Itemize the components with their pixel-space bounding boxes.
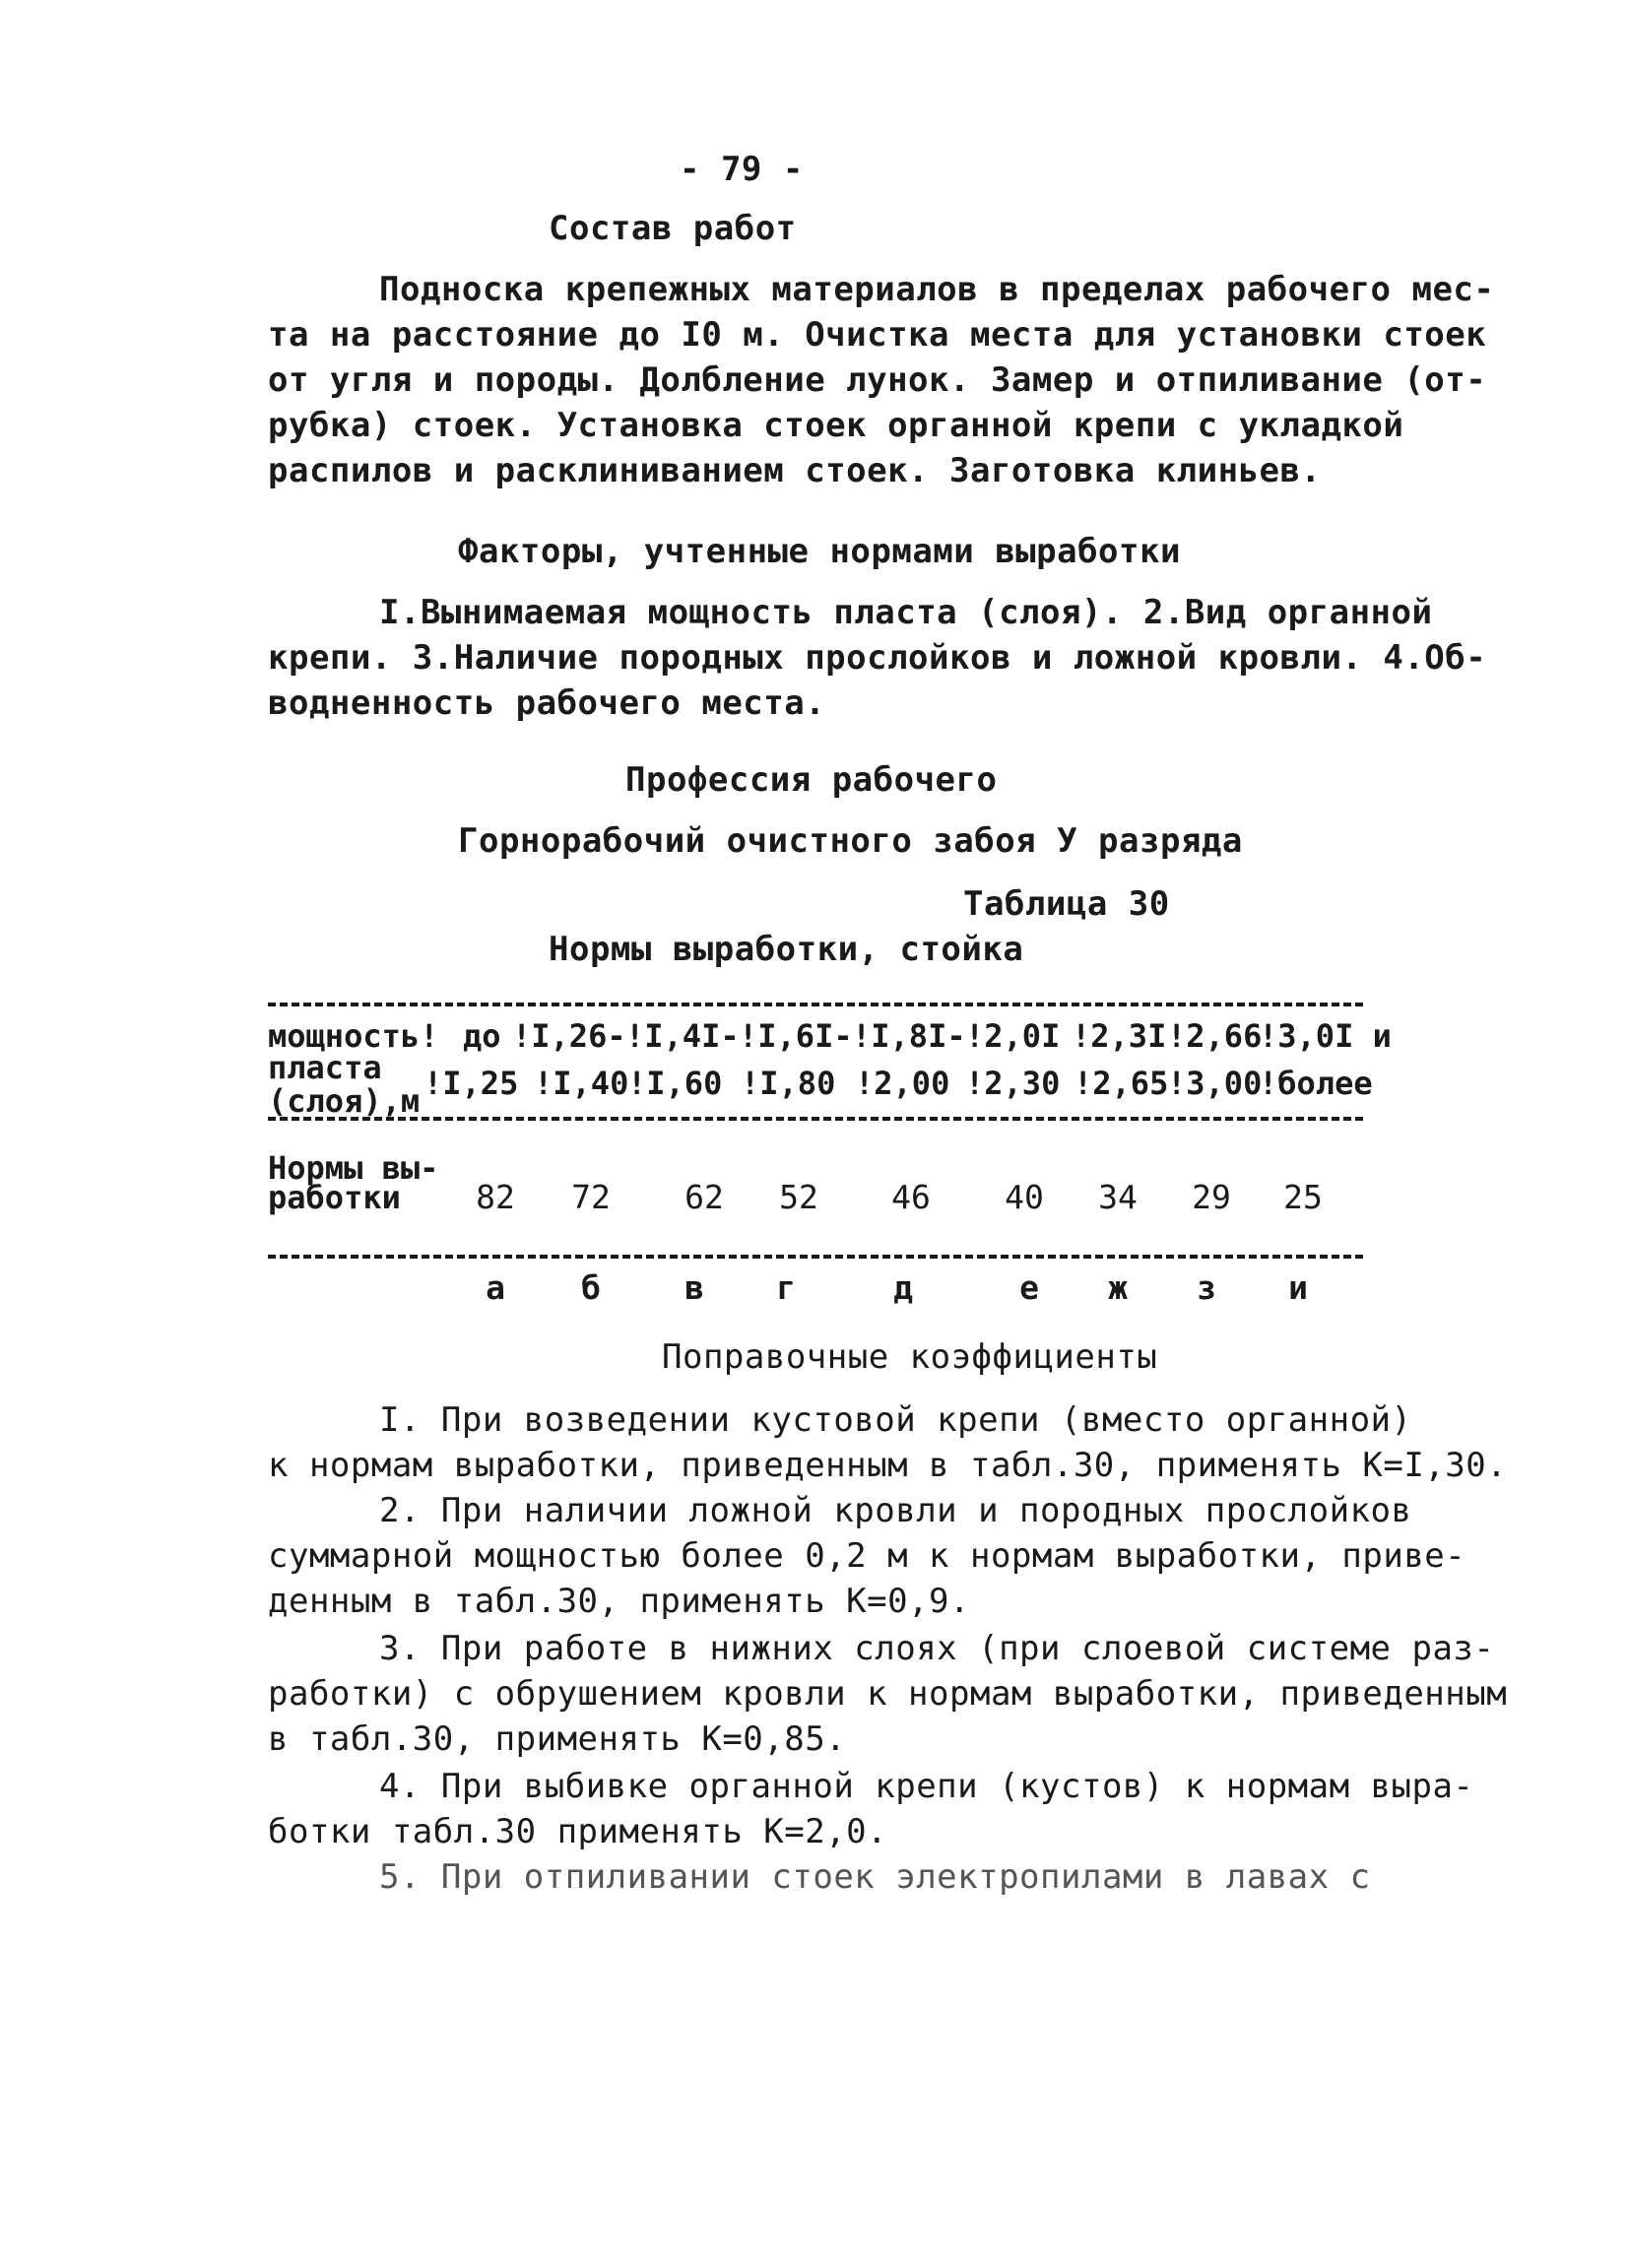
factors-line-2: крепи. 3.Наличие породных прослойков и ложной кровли. 4.Об- <box>268 638 1487 678</box>
composition-line-3: от угля и породы. Долбление лунок. Замер и отпиливание (от- <box>268 360 1487 400</box>
corrections-line-2: к нормам выработки, приведенным в табл.30, применять К=I,30. <box>268 1446 1508 1485</box>
profession-value: Горнорабочий очистного забоя У разряда <box>458 821 1243 861</box>
corrections-line-9: 4. При выбивке органной крепи (кустов) к нормам выра- <box>379 1767 1474 1806</box>
composition-line-5: распилов и расклиниванием стоек. Заготовка клиньев. <box>268 451 1322 490</box>
table-header-label-1: мощность! <box>268 1017 439 1055</box>
table-top-rule <box>268 1003 1363 1006</box>
table-range-bottom: !2,00 <box>855 1065 950 1102</box>
table-column-letter: в <box>684 1268 704 1307</box>
composition-heading: Состав работ <box>549 209 797 248</box>
corrections-line-10: ботки табл.30 применять К=2,0. <box>268 1812 888 1851</box>
table-column-letter: з <box>1197 1268 1216 1307</box>
table-column-letter: и <box>1288 1268 1308 1307</box>
corrections-line-8: в табл.30, применять К=0,85. <box>268 1719 847 1759</box>
corrections-line-4: суммарной мощностью более 0,2 м к нормам выработки, приве- <box>268 1536 1466 1576</box>
table-header-rule <box>268 1117 1363 1121</box>
table-range-top: до <box>463 1017 501 1055</box>
table-column-letter: д <box>893 1268 913 1307</box>
table-value: 62 <box>684 1178 724 1216</box>
composition-line-4: рубка) стоек. Установка стоек органной крепи с укладкой <box>268 406 1404 445</box>
table-range-top: !I,26- <box>512 1017 626 1055</box>
table-column-letter: г <box>776 1268 796 1307</box>
table-label: Таблица 30 <box>963 884 1170 924</box>
table-range-bottom: !более <box>1259 1065 1373 1102</box>
table-range-top: !2,3I <box>1072 1017 1167 1055</box>
profession-heading: Профессия рабочего <box>625 760 998 800</box>
table-value: 34 <box>1098 1178 1138 1216</box>
table-range-bottom: !I,60 <box>627 1065 723 1102</box>
table-value: 29 <box>1192 1178 1231 1216</box>
table-range-top: !3,0I и <box>1259 1017 1392 1055</box>
corrections-line-6: 3. При работе в нижних слоях (при слоевой системе раз- <box>379 1629 1495 1668</box>
table-column-letter: б <box>581 1268 601 1307</box>
table-range-bottom: !2,30 <box>965 1065 1061 1102</box>
table-range-bottom: !I,40 <box>534 1065 629 1102</box>
table-column-letter: е <box>1019 1268 1039 1307</box>
corrections-line-5: денным в табл.30, применять К=0,9. <box>268 1582 970 1621</box>
table-range-top: !2,66 <box>1167 1017 1263 1055</box>
table-value: 46 <box>891 1178 931 1216</box>
table-range-bottom: !I,25 <box>423 1065 519 1102</box>
table-header-label-2: пласта <box>268 1049 382 1086</box>
factors-heading: Факторы, учтенные нормами выработки <box>458 532 1181 571</box>
corrections-heading: Поправочные коэффициенты <box>662 1337 1158 1377</box>
table-value: 40 <box>1005 1178 1044 1216</box>
table-title: Нормы выработки, стойка <box>549 930 1024 969</box>
table-range-bottom: !2,65 <box>1074 1065 1169 1102</box>
table-range-top: !I,8I- <box>852 1017 966 1055</box>
table-range-top: !I,4I- <box>625 1017 740 1055</box>
corrections-line-7: работки) с обрушением кровли к нормам выработки, приведенным <box>268 1674 1508 1714</box>
table-range-top: !I,6I- <box>739 1017 853 1055</box>
table-range-top: !2,0I <box>965 1017 1061 1055</box>
table-value: 52 <box>779 1178 818 1216</box>
table-range-bottom: !I,80 <box>741 1065 836 1102</box>
table-range-bottom: !3,00 <box>1167 1065 1263 1102</box>
table-bottom-rule <box>268 1255 1363 1259</box>
table-row-label-2: работки <box>268 1179 401 1216</box>
table-value: 72 <box>571 1178 611 1216</box>
table-value: 25 <box>1283 1178 1323 1216</box>
table-row-label-1: Нормы вы- <box>268 1149 439 1187</box>
table-column-letter: а <box>486 1268 505 1307</box>
composition-line-2: та на расстояние до I0 м. Очистка места для установки стоек <box>268 315 1487 355</box>
composition-line-1: Подноска крепежных материалов в пределах рабочего мес- <box>379 270 1495 309</box>
table-value: 82 <box>476 1178 515 1216</box>
corrections-line-11: 5. При отпиливании стоек электропилами в лавах с <box>379 1857 1371 1897</box>
factors-line-1: I.Вынимаемая мощность пласта (слоя). 2.Вид органной <box>379 593 1433 632</box>
table-header-label-3: (слоя),м <box>268 1082 421 1120</box>
corrections-line-1: I. При возведении кустовой крепи (вместо органной) <box>379 1400 1412 1440</box>
page-number: - 79 - <box>680 150 804 189</box>
corrections-line-3: 2. При наличии ложной кровли и породных прослойков <box>379 1491 1412 1530</box>
table-column-letter: ж <box>1108 1268 1128 1307</box>
factors-line-3: водненность рабочего места. <box>268 683 826 723</box>
